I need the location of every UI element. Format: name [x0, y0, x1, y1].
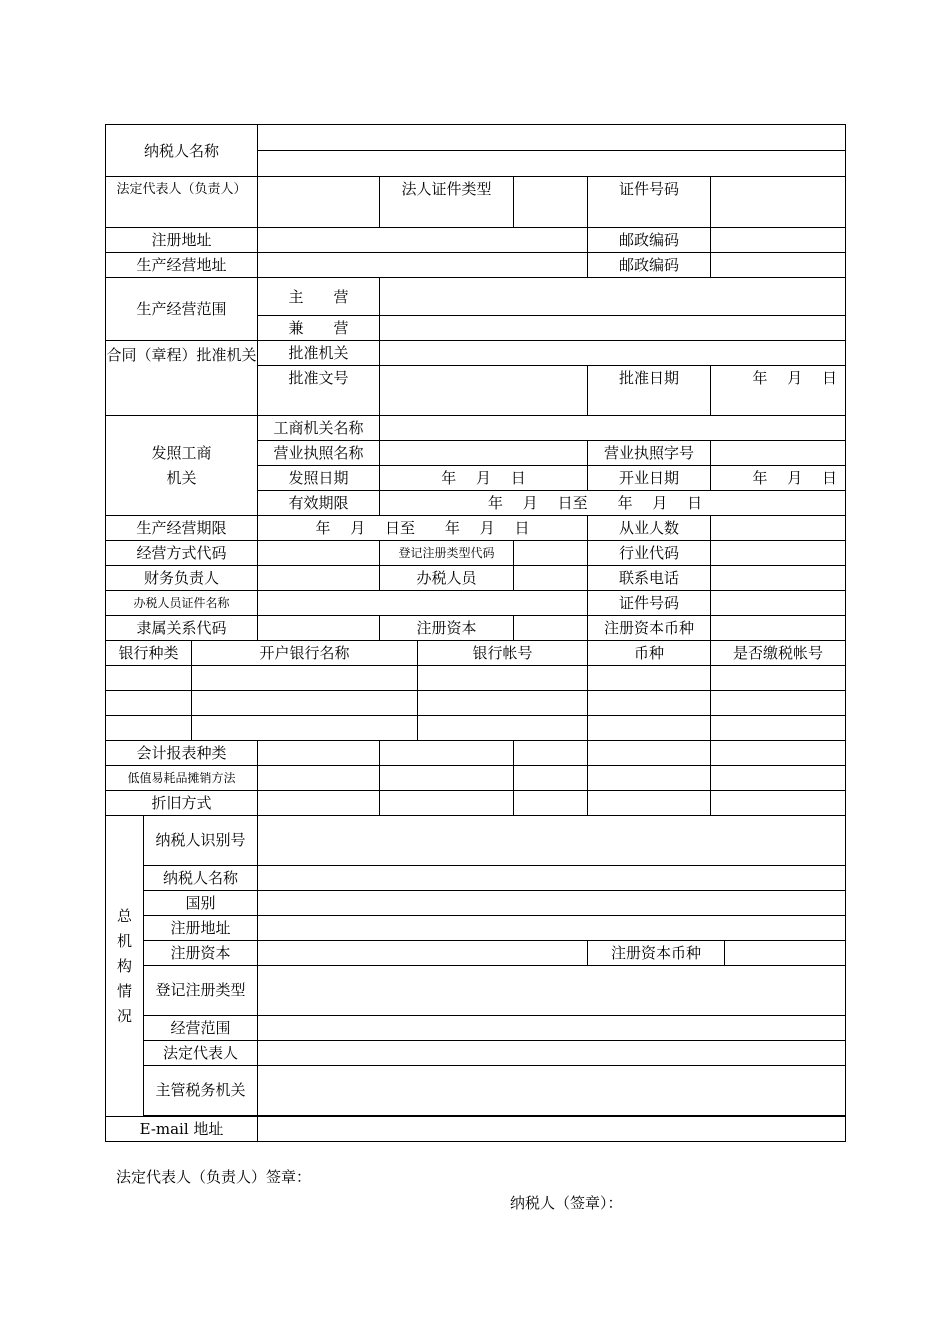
taxpayer-registration-form — [105, 124, 846, 1142]
reg-capital-currency-field[interactable] — [711, 616, 846, 641]
legal-id-type-field[interactable] — [514, 177, 588, 228]
biz-address-field[interactable] — [258, 253, 588, 278]
bank-type-cell[interactable] — [106, 691, 192, 716]
aic-name-label: 工商机关名称 — [258, 416, 380, 441]
hq-taxpayer-id-field[interactable] — [258, 816, 846, 866]
biz-mode-code-field[interactable] — [258, 541, 380, 566]
employees-field[interactable] — [711, 516, 846, 541]
hq-reg-type-field[interactable] — [258, 966, 846, 1016]
tax-account-header: 是否缴税帐号 — [711, 641, 846, 666]
biz-mode-code-label: 经营方式代码 — [106, 541, 258, 566]
approval-date-label: 批准日期 — [588, 366, 711, 416]
hq-reg-capital-currency-label: 注册资本币种 — [588, 941, 725, 966]
side-biz-field[interactable] — [380, 316, 846, 341]
main-biz-label: 主 营 — [258, 278, 380, 316]
approval-org-field[interactable] — [380, 341, 846, 366]
contract-approval-label: 合同（章程）批准机关 — [106, 341, 258, 416]
hq-tax-authority-label: 主管税务机关 — [144, 1066, 258, 1116]
report-type-cell[interactable] — [258, 741, 380, 766]
biz-scope-label: 生产经营范围 — [106, 278, 258, 341]
postal-code-field[interactable] — [711, 228, 846, 253]
bank-name-cell[interactable] — [192, 666, 418, 691]
bank-type-cell[interactable] — [106, 716, 192, 741]
hq-legal-rep-field[interactable] — [258, 1041, 846, 1066]
hq-reg-capital-label: 注册资本 — [144, 941, 258, 966]
hq-biz-scope-field[interactable] — [258, 1016, 846, 1041]
hq-tax-authority-field[interactable] — [258, 1066, 846, 1116]
bank-account-cell[interactable] — [418, 666, 588, 691]
reg-capital-currency-label: 注册资本币种 — [588, 616, 711, 641]
currency-cell[interactable] — [588, 716, 711, 741]
biz-term-label: 生产经营期限 — [106, 516, 258, 541]
biz-address-label: 生产经营地址 — [106, 253, 258, 278]
report-type-cell[interactable] — [711, 741, 846, 766]
license-issuer-label: 发照工商机关 — [106, 416, 258, 516]
approval-date-field[interactable]: 年 月 日 — [711, 366, 846, 416]
lowvalue-method-cell[interactable] — [711, 766, 846, 791]
industry-code-field[interactable] — [711, 541, 846, 566]
email-field[interactable] — [258, 1117, 846, 1142]
reg-type-code-label: 登记注册类型代码 — [380, 541, 514, 566]
reg-address-label: 注册地址 — [106, 228, 258, 253]
affiliation-code-label: 隶属关系代码 — [106, 616, 258, 641]
id-number-field[interactable] — [711, 177, 846, 228]
lowvalue-method-label: 低值易耗品摊销方法 — [106, 766, 258, 791]
id-number-label: 证件号码 — [588, 177, 711, 228]
tax-account-cell[interactable] — [711, 666, 846, 691]
phone-label: 联系电话 — [588, 566, 711, 591]
report-type-cell[interactable] — [588, 741, 711, 766]
license-no-label: 营业执照字号 — [588, 441, 711, 466]
approval-doc-field[interactable] — [380, 366, 588, 416]
approval-org-label: 批准机关 — [258, 341, 380, 366]
hq-country-label: 国别 — [144, 891, 258, 916]
postal-code-field-2[interactable] — [711, 253, 846, 278]
bank-account-header: 银行帐号 — [418, 641, 588, 666]
hq-reg-type-label: 登记注册类型 — [144, 966, 258, 1016]
report-type-cell[interactable] — [380, 741, 514, 766]
hq-reg-address-label: 注册地址 — [144, 916, 258, 941]
bank-name-header: 开户银行名称 — [192, 641, 418, 666]
tax-account-cell[interactable] — [711, 716, 846, 741]
hq-country-field[interactable] — [258, 891, 846, 916]
taxpayer-name-field-2[interactable] — [258, 151, 846, 177]
reg-type-code-field[interactable] — [514, 541, 588, 566]
side-biz-label: 兼 营 — [258, 316, 380, 341]
report-type-cell[interactable] — [514, 741, 588, 766]
legal-rep-field[interactable] — [258, 177, 380, 228]
depreciation-cell[interactable] — [588, 791, 711, 816]
depreciation-cell[interactable] — [514, 791, 588, 816]
hq-legal-rep-label: 法定代表人 — [144, 1041, 258, 1066]
clerk-id-name-field[interactable] — [258, 591, 588, 616]
depreciation-cell[interactable] — [380, 791, 514, 816]
taxpayer-signature-line: 纳税人（签章）： — [510, 1194, 623, 1212]
valid-period-field[interactable]: 年 月 日至 年 月 日 — [380, 491, 846, 516]
license-no-field[interactable] — [711, 441, 846, 466]
bank-account-cell[interactable] — [418, 691, 588, 716]
reg-address-field[interactable] — [258, 228, 588, 253]
taxpayer-name-label: 纳税人名称 — [106, 125, 258, 177]
tax-account-cell[interactable] — [711, 691, 846, 716]
hq-reg-address-field[interactable] — [258, 916, 846, 941]
id-number-label-2: 证件号码 — [588, 591, 711, 616]
industry-code-label: 行业代码 — [588, 541, 711, 566]
legal-id-type-label: 法人证件类型 — [380, 177, 514, 228]
lowvalue-method-cell[interactable] — [588, 766, 711, 791]
employees-label: 从业人数 — [588, 516, 711, 541]
postal-code-label-2: 邮政编码 — [588, 253, 711, 278]
valid-period-label: 有效期限 — [258, 491, 380, 516]
main-biz-field[interactable] — [380, 278, 846, 316]
bank-type-cell[interactable] — [106, 666, 192, 691]
clerk-id-name-label: 办税人员证件名称 — [106, 591, 258, 616]
bank-name-cell[interactable] — [192, 691, 418, 716]
email-label: E-mail 地址 — [106, 1117, 258, 1142]
hq-reg-capital-currency-field[interactable] — [725, 941, 846, 966]
reg-capital-field[interactable] — [514, 616, 588, 641]
legal-rep-signature-line: 法定代表人（负责人）签章： — [116, 1168, 312, 1186]
issue-date-label: 发照日期 — [258, 466, 380, 491]
taxpayer-name-field[interactable] — [258, 125, 846, 151]
report-type-label: 会计报表种类 — [106, 741, 258, 766]
aic-name-field[interactable] — [380, 416, 846, 441]
id-number-field-2[interactable] — [711, 591, 846, 616]
affiliation-code-field[interactable] — [258, 616, 380, 641]
depreciation-label: 折旧方式 — [106, 791, 258, 816]
lowvalue-method-cell[interactable] — [258, 766, 380, 791]
open-date-label: 开业日期 — [588, 466, 711, 491]
finance-head-field[interactable] — [258, 566, 380, 591]
tax-clerk-label: 办税人员 — [380, 566, 514, 591]
license-name-field[interactable] — [380, 441, 588, 466]
finance-head-label: 财务负责人 — [106, 566, 258, 591]
bank-account-cell[interactable] — [418, 716, 588, 741]
postal-code-label: 邮政编码 — [588, 228, 711, 253]
tax-clerk-field[interactable] — [514, 566, 588, 591]
depreciation-cell[interactable] — [258, 791, 380, 816]
currency-cell[interactable] — [588, 666, 711, 691]
open-date-field[interactable]: 年 月 日 — [711, 466, 846, 491]
lowvalue-method-cell[interactable] — [380, 766, 514, 791]
issue-date-field[interactable]: 年 月 日 — [380, 466, 588, 491]
hq-reg-capital-field[interactable] — [258, 941, 588, 966]
hq-taxpayer-name-label: 纳税人名称 — [144, 866, 258, 891]
currency-cell[interactable] — [588, 691, 711, 716]
bank-type-header: 银行种类 — [106, 641, 192, 666]
biz-term-field[interactable]: 年 月 日至 年 月 日 — [258, 516, 588, 541]
hq-taxpayer-id-label: 纳税人识别号 — [144, 816, 258, 866]
hq-section-label: 总机构情况 — [106, 816, 144, 1117]
hq-biz-scope-label: 经营范围 — [144, 1016, 258, 1041]
phone-field[interactable] — [711, 566, 846, 591]
approval-doc-label: 批准文号 — [258, 366, 380, 416]
license-name-label: 营业执照名称 — [258, 441, 380, 466]
lowvalue-method-cell[interactable] — [514, 766, 588, 791]
reg-capital-label: 注册资本 — [380, 616, 514, 641]
depreciation-cell[interactable] — [711, 791, 846, 816]
legal-rep-label: 法定代表人（负责人） — [106, 177, 258, 228]
currency-header: 币种 — [588, 641, 711, 666]
bank-name-cell[interactable] — [192, 716, 418, 741]
hq-taxpayer-name-field[interactable] — [258, 866, 846, 891]
